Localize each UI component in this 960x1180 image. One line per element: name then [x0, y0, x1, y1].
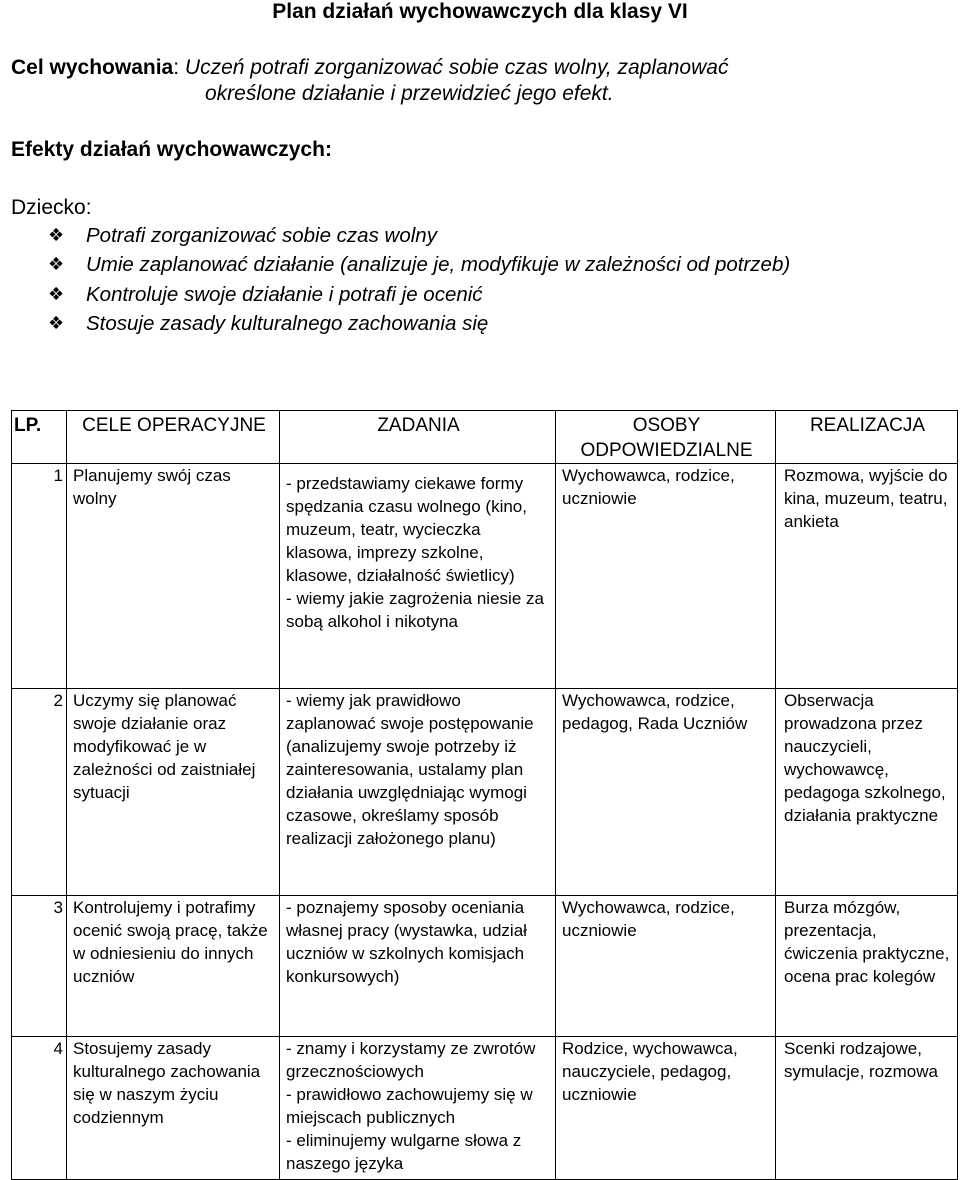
diamond-bullet-icon: ❖ — [48, 254, 65, 275]
cell-osoby: Wychowawca, rodzice, uczniowie — [556, 896, 776, 1037]
cell-lp: 1 — [12, 464, 67, 689]
cell-cele: Stosujemy zasady kulturalnego zachowania się w naszym życiu codziennym — [67, 1037, 280, 1180]
cell-osoby: Rodzice, wychowawca, nauczyciele, pedagog, uczniowie — [556, 1037, 776, 1180]
effects-heading: Efekty działań wychowawczych: — [11, 138, 332, 161]
cell-zadania: - przedstawiamy ciekawe formy spędzania czasu wolnego (kino, muzeum, teatr, wycieczka klasowa, imprezy szkolne, klasowe, działalność świetlicy) - wiemy jakie zagrożenia niesie za sobą alkohol i nikotyna — [280, 464, 556, 689]
diamond-bullet-icon: ❖ — [48, 312, 65, 333]
table-header-row — [12, 411, 958, 464]
plan-table — [11, 410, 958, 1180]
cell-cele: Kontrolujemy i potrafimy ocenić swoją pracę, także w odniesieniu do innych uczniów — [67, 896, 280, 1037]
goal-section — [11, 55, 951, 107]
cell-realizacja: Scenki rodzajowe, symulacje, rozmowa — [776, 1037, 958, 1180]
table-row — [12, 464, 958, 689]
cell-zadania: - wiemy jak prawidłowo zaplanować swoje postępowanie (analizujemy swoje potrzeby iż zainteresowania, ustalamy plan działania uwzględniając wymogi czasowe, określamy sposób realizacji założonego planu) — [280, 689, 556, 896]
diamond-bullet-icon: ❖ — [48, 283, 65, 304]
header-cele: CELE OPERACYJNE — [67, 411, 280, 464]
goal-text-line1: Uczeń potrafi zorganizować sobie czas wolny, zaplanować — [184, 56, 729, 79]
header-osoby: OSOBY ODPOWIEDZIALNE — [556, 411, 776, 464]
cell-osoby: Wychowawca, rodzice, pedagog, Rada Uczniów — [556, 689, 776, 896]
header-realizacja: REALIZACJA — [776, 411, 958, 464]
list-item: ❖ Kontroluje swoje działanie i potrafi je ocenić — [48, 280, 790, 309]
cell-cele: Uczymy się planować swoje działanie oraz modyfikować je w zależności od zaistniałej sytuacji — [67, 689, 280, 896]
cell-realizacja: Obserwacja prowadzona przez nauczycieli, wychowawcę, pedagoga szkolnego, działania praktyczne — [776, 689, 958, 896]
list-item: ❖ Potrafi zorganizować sobie czas wolny — [48, 221, 790, 250]
cell-lp: 3 — [12, 896, 67, 1037]
cell-realizacja: Rozmowa, wyjście do kina, muzeum, teatru, ankieta — [776, 464, 958, 689]
diamond-bullet-icon: ❖ — [48, 225, 65, 245]
page-title: Plan działań wychowawczych dla klasy VI — [272, 0, 688, 23]
goal-text-line2: określone działanie i przewidzieć jego efekt. — [205, 82, 614, 105]
cell-zadania: - poznajemy sposoby oceniania własnej pracy (wystawka, udział uczniów w szkolnych komisjach konkursowych) — [280, 896, 556, 1037]
list-item: ❖ Stosuje zasady kulturalnego zachowania się — [48, 309, 790, 338]
cell-cele: Planujemy swój czas wolny — [67, 464, 280, 689]
goal-separator: : — [173, 56, 180, 79]
table-row — [12, 689, 958, 896]
cell-realizacja: Burza mózgów, prezentacja, ćwiczenia praktyczne, ocena prac kolegów — [776, 896, 958, 1037]
header-zadania: ZADANIA — [280, 411, 556, 464]
effects-list — [48, 221, 790, 338]
header-lp: LP. — [12, 411, 67, 464]
table-row — [12, 896, 958, 1037]
table-row — [12, 1037, 958, 1180]
child-label: Dziecko: — [11, 196, 92, 219]
cell-zadania: - znamy i korzystamy ze zwrotów grzecznościowych - prawidłowo zachowujemy się w miejscach publicznych - eliminujemy wulgarne słowa z naszego języka — [280, 1037, 556, 1180]
cell-osoby: Wychowawca, rodzice, uczniowie — [556, 464, 776, 689]
cell-lp: 2 — [12, 689, 67, 896]
goal-label: Cel wychowania — [11, 56, 174, 79]
cell-lp: 4 — [12, 1037, 67, 1180]
list-item: ❖ Umie zaplanować działanie (analizuje je, modyfikuje w zależności od potrzeb) — [48, 250, 790, 279]
